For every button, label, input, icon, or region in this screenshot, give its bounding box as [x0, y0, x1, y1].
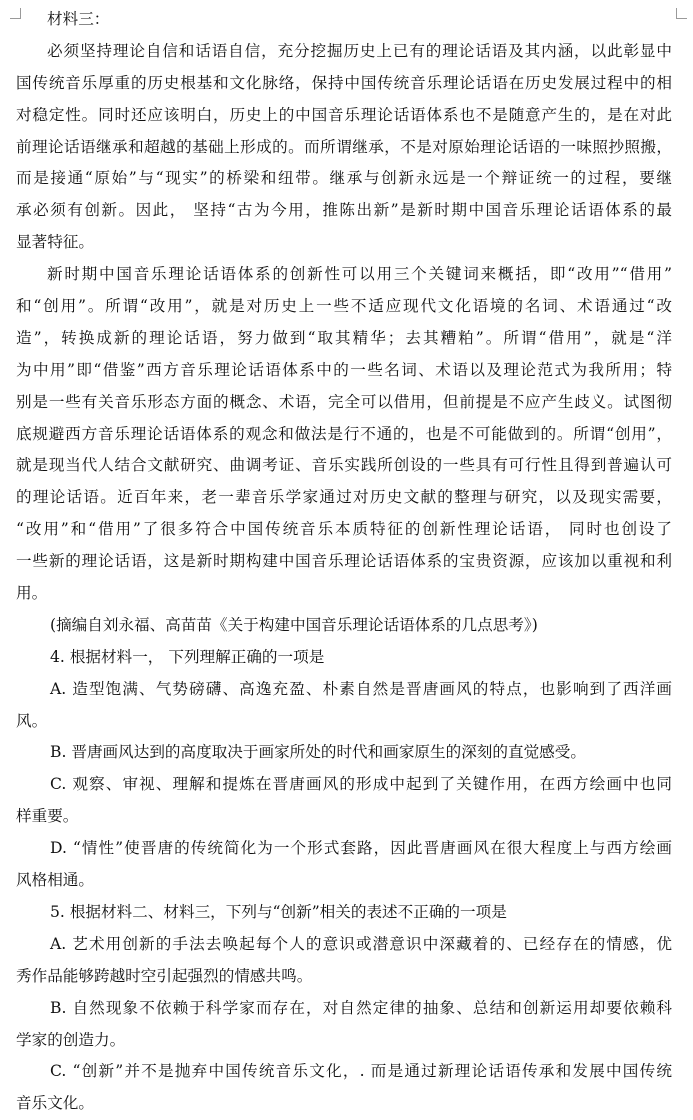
question-5-option-b-cont: 学家的创造力。 [16, 1030, 126, 1049]
question-4-option-d: D. “情性”使晋唐的传统简化为一个形式套路，因此晋唐画风在很大程度上与西方绘画 [50, 839, 672, 858]
paragraph-line: 和“创用”。所谓“改用”，就是对历史上一些不适应现代文化语境的名词、术语通过“改 [16, 297, 672, 316]
paragraph-line: 的理论话语。近百年来，老一辈音乐学家通过对历史文献的整理与研究，以及现实需要， [16, 488, 672, 507]
question-5-option-a-cont: 秀作品能够跨越时空引起强烈的情感共鸣。 [16, 966, 313, 985]
question-4-stem: 4. 根据材料一， 下列理解正确的一项是 [50, 647, 325, 666]
paragraph-line: 显著特征。 [16, 233, 94, 252]
question-5-option-c-cont: 音乐文化。 [16, 1094, 94, 1113]
question-4-option-c: C. 观察、审视、理解和提炼在晋唐画风的形成中起到了关键作用，在西方绘画中也同 [50, 775, 672, 794]
paragraph-line: 一些新的理论话语，这是新时期构建中国音乐理论话语体系的宝贵资源，应该加以重视和利 [16, 552, 672, 571]
paragraph-line: 前理论话语继承和超越的基础上形成的。而所谓继承，不是对原始理论话语的一味照抄照搬， [16, 137, 672, 156]
paragraph-line: 就是现当代人结合文献研究、曲调考证、音乐实践所创设的一些具有可行性且得到普遍认可 [16, 456, 672, 475]
question-4-option-c-cont: 样重要。 [16, 807, 79, 826]
document-page [16, 4, 672, 1120]
paragraph-line: 承必须有创新。因此， 坚持“古为今用，推陈出新”是新时期中国音乐理论话语体系的最 [16, 201, 672, 220]
paragraph-line: 别是一些有关音乐形态方面的概念、术语，完全可以借用，但前提是不应产生歧义。试图彻 [16, 392, 672, 411]
paragraph-line: 对稳定性。同时还应该明白，历史上的中国音乐理论话语体系也不是随意产生的，是在对此 [16, 105, 672, 124]
question-5-option-c: C. “创新”并不是抛弃中国传统音乐文化，. 而是通过新理论话语传承和发展中国传统 [50, 1062, 672, 1081]
page-corner-mark-right [676, 8, 687, 19]
material-heading: 材料三： [47, 10, 110, 28]
paragraph-line: 底规避西方音乐理论话语体系的观念和做法是行不通的，也是不可能做到的。所谓“创用”， [16, 424, 672, 443]
source-citation: (摘编自刘永福、高苗苗《关于构建中国音乐理论话语体系的几点思考》) [50, 615, 538, 634]
paragraph-line: 必须坚持理论自信和话语自信，充分挖掘历史上已有的理论话语及其内涵，以此彰显中 [47, 41, 672, 60]
paragraph-line: 为中用”即“借鉴”西方音乐理论话语体系中的一些名词、术语以及理论范式为我所用；特 [16, 360, 672, 379]
question-5-option-b: B. 自然现象不依赖于科学家而存在，对自然定律的抽象、总结和创新运用却要依赖科 [50, 998, 672, 1017]
paragraph-line: 国传统音乐厚重的历史根基和文化脉络，保持中国传统音乐理论话语在历史发展过程中的相 [16, 73, 672, 92]
paragraph-line: 新时期中国音乐理论话语体系的创新性可以用三个关键词来概括，即“改用”“借用” [47, 265, 672, 284]
question-4-option-d-cont: 风格相通。 [16, 871, 94, 890]
paragraph-line: 造”，转换成新的理论话语，努力做到“取其精华；去其糟粕”。所谓“借用”，就是“洋 [16, 328, 672, 347]
paragraph-line: 用。 [16, 584, 48, 603]
question-5-option-a: A. 艺术用创新的手法去唤起每个人的意识或潜意识中深藏着的、已经存在的情感，优 [50, 934, 672, 953]
paragraph-line: “改用”和“借用”了很多符合中国传统音乐本质特征的创新性理论话语， 同时也创设了 [16, 520, 672, 539]
question-4-option-b: B. 晋唐画风达到的高度取决于画家所处的时代和画家原生的深刻的直觉感受。 [50, 743, 586, 762]
question-4-option-a: A. 造型饱满、气势磅礴、高逸充盈、朴素自然是晋唐画风的特点，也影响到了西洋画 [50, 679, 672, 698]
paragraph-line: 而是接通“原始”与“现实”的桥梁和纽带。继承与创新永远是一个辩证统一的过程，要继 [16, 169, 672, 188]
question-4-option-a-cont: 风。 [16, 711, 48, 730]
question-5-stem: 5. 根据材料二、材料三，下列与“创新”相关的表述不正确的一项是 [50, 902, 507, 921]
